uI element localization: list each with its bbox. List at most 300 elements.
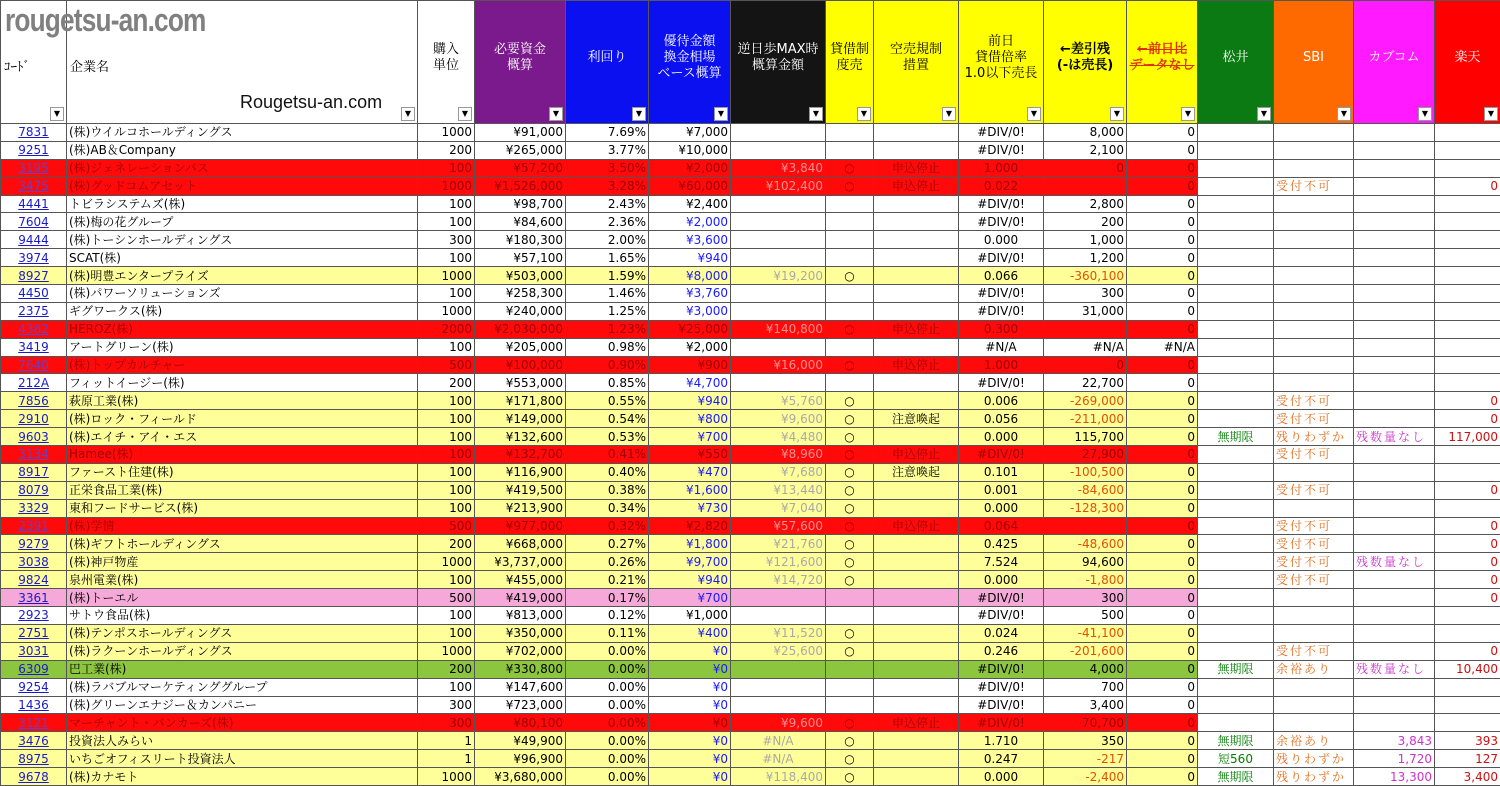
filter-dropdown-icon[interactable]: ▼ (549, 107, 563, 121)
column-header-label: 楽天 (1454, 50, 1481, 65)
cell-taishaku: ○ (826, 553, 874, 571)
cell-benefit: ¥1,000 (649, 607, 731, 625)
cell-capital: ¥149,000 (475, 410, 566, 428)
cell-sbi (1274, 356, 1354, 374)
cell-kabu (1354, 714, 1435, 732)
filter-dropdown-icon[interactable]: ▼ (50, 107, 64, 121)
cell-karauri: 申込停止 (874, 714, 959, 732)
cell-prev: 0 (1127, 195, 1198, 213)
cell-name: (株)ラクーンホールディングス (67, 642, 418, 660)
cell-ratio: #DIV/0! (959, 285, 1044, 303)
filter-dropdown-icon[interactable]: ▼ (942, 107, 956, 121)
column-header-label: 貸借制 度売 (829, 42, 869, 73)
column-header-label: 購入 単位 (432, 42, 459, 73)
cell-code[interactable]: 7831 (1, 124, 67, 142)
cell-karauri (874, 285, 959, 303)
cell-code[interactable]: 3121 (1, 714, 67, 732)
cell-karauri (874, 696, 959, 714)
cell-benefit: ¥700 (649, 589, 731, 607)
cell-code[interactable]: 8917 (1, 463, 67, 481)
cell-name: (株)ギフトホールディングス (67, 535, 418, 553)
cell-benefit: ¥2,400 (649, 195, 731, 213)
cell-ratio: 0.024 (959, 624, 1044, 642)
cell-sbi (1274, 141, 1354, 159)
cell-maxcost (731, 696, 826, 714)
cell-capital: ¥265,000 (475, 141, 566, 159)
table-row (1, 696, 1500, 714)
cell-matsui (1198, 302, 1274, 320)
cell-prev: 0 (1127, 231, 1198, 249)
cell-rakuten (1435, 320, 1500, 338)
cell-name: (株)テンポスホールディングス (67, 624, 418, 642)
cell-kabu (1354, 249, 1435, 267)
table-row (1, 732, 1500, 750)
column-header-unit (418, 1, 475, 124)
cell-zan: -269,000 (1044, 392, 1127, 410)
cell-sbi (1274, 338, 1354, 356)
cell-prev: 0 (1127, 356, 1198, 374)
cell-unit: 100 (418, 481, 475, 499)
table-row (1, 714, 1500, 732)
cell-karauri: 申込停止 (874, 320, 959, 338)
cell-name: (株)エイチ・アイ・エス (67, 428, 418, 446)
cell-prev: 0 (1127, 624, 1198, 642)
cell-code[interactable]: 9251 (1, 141, 67, 159)
cell-sbi: 余裕あり (1274, 660, 1354, 678)
cell-kabu (1354, 696, 1435, 714)
cell-yield: 1.65% (566, 249, 649, 267)
cell-benefit: ¥940 (649, 571, 731, 589)
cell-name: SCAT(株) (67, 249, 418, 267)
cell-unit: 100 (418, 195, 475, 213)
cell-taishaku (826, 249, 874, 267)
column-header-label: 優待金額 換金相場 ベース概算 (657, 34, 722, 81)
cell-karauri (874, 732, 959, 750)
cell-taishaku: ○ (826, 410, 874, 428)
cell-capital: ¥132,700 (475, 446, 566, 464)
cell-karauri: 申込停止 (874, 159, 959, 177)
cell-capital: ¥419,500 (475, 481, 566, 499)
cell-unit: 100 (418, 392, 475, 410)
cell-taishaku: ○ (826, 481, 874, 499)
cell-code[interactable]: 2391 (1, 517, 67, 535)
cell-unit: 100 (418, 338, 475, 356)
table-row (1, 177, 1500, 195)
cell-unit: 100 (418, 285, 475, 303)
cell-code[interactable]: 2751 (1, 624, 67, 642)
cell-ratio: #DIV/0! (959, 660, 1044, 678)
cell-code[interactable]: 4450 (1, 285, 67, 303)
filter-dropdown-icon[interactable]: ▼ (632, 107, 646, 121)
table-row (1, 768, 1500, 786)
cell-ratio: 0.425 (959, 535, 1044, 553)
cell-unit: 2000 (418, 320, 475, 338)
table-row (1, 267, 1500, 285)
cell-unit: 500 (418, 589, 475, 607)
filter-dropdown-icon[interactable]: ▼ (714, 107, 728, 121)
cell-benefit: ¥9,700 (649, 553, 731, 571)
cell-ratio: #DIV/0! (959, 213, 1044, 231)
cell-name: (株)ウイルコホールディングス (67, 124, 418, 142)
cell-benefit: ¥400 (649, 624, 731, 642)
cell-yield: 0.32% (566, 517, 649, 535)
cell-karauri (874, 642, 959, 660)
cell-yield: 0.98% (566, 338, 649, 356)
cell-karauri (874, 338, 959, 356)
cell-maxcost (731, 660, 826, 678)
cell-benefit: ¥0 (649, 660, 731, 678)
cell-yield: 0.00% (566, 750, 649, 768)
cell-prev: 0 (1127, 446, 1198, 464)
cell-ratio: #DIV/0! (959, 249, 1044, 267)
table-row (1, 517, 1500, 535)
cell-code[interactable]: 3361 (1, 589, 67, 607)
cell-sbi (1274, 231, 1354, 249)
cell-matsui: 無期限 (1198, 768, 1274, 786)
cell-kabu (1354, 642, 1435, 660)
cell-yield: 0.00% (566, 732, 649, 750)
cell-maxcost: ¥21,760 (731, 535, 826, 553)
cell-maxcost: ¥7,680 (731, 463, 826, 481)
cell-karauri (874, 428, 959, 446)
cell-capital: ¥977,000 (475, 517, 566, 535)
cell-code[interactable]: 9603 (1, 428, 67, 446)
cell-matsui (1198, 410, 1274, 428)
cell-code[interactable]: 4441 (1, 195, 67, 213)
cell-code[interactable]: 2910 (1, 410, 67, 428)
cell-yield: 2.00% (566, 231, 649, 249)
column-header-yield (566, 1, 649, 124)
cell-prev: 0 (1127, 285, 1198, 303)
filter-dropdown-icon[interactable]: ▼ (1418, 107, 1432, 121)
cell-matsui (1198, 571, 1274, 589)
cell-prev: 0 (1127, 768, 1198, 786)
cell-maxcost (731, 141, 826, 159)
cell-rakuten (1435, 696, 1500, 714)
filter-dropdown-icon[interactable]: ▼ (1110, 107, 1124, 121)
cell-matsui (1198, 285, 1274, 303)
cell-rakuten (1435, 607, 1500, 625)
filter-dropdown-icon[interactable]: ▼ (809, 107, 823, 121)
cell-taishaku (826, 338, 874, 356)
cell-sbi (1274, 267, 1354, 285)
cell-sbi (1274, 195, 1354, 213)
cell-code[interactable]: 9254 (1, 678, 67, 696)
cell-maxcost (731, 589, 826, 607)
cell-maxcost: ¥14,720 (731, 571, 826, 589)
cell-taishaku: ○ (826, 642, 874, 660)
cell-karauri (874, 481, 959, 499)
cell-zan: -100,500 (1044, 463, 1127, 481)
cell-benefit: ¥0 (649, 642, 731, 660)
cell-matsui (1198, 159, 1274, 177)
cell-unit: 300 (418, 696, 475, 714)
cell-unit: 1 (418, 750, 475, 768)
cell-rakuten: 0 (1435, 481, 1500, 499)
cell-prev: 0 (1127, 517, 1198, 535)
table-row (1, 124, 1500, 142)
cell-matsui (1198, 535, 1274, 553)
table-row (1, 660, 1500, 678)
cell-matsui (1198, 607, 1274, 625)
cell-name: トビラシステムズ(株) (67, 195, 418, 213)
cell-code[interactable]: 9444 (1, 231, 67, 249)
cell-maxcost: ¥16,000 (731, 356, 826, 374)
cell-prev: 0 (1127, 463, 1198, 481)
cell-rakuten (1435, 124, 1500, 142)
cell-benefit: ¥25,000 (649, 320, 731, 338)
cell-code[interactable]: 9824 (1, 571, 67, 589)
cell-ratio: 0.066 (959, 267, 1044, 285)
filter-dropdown-icon[interactable]: ▼ (1181, 107, 1195, 121)
cell-karauri (874, 571, 959, 589)
cell-name: ギグワークス(株) (67, 302, 418, 320)
cell-yield: 0.27% (566, 535, 649, 553)
cell-rakuten (1435, 159, 1500, 177)
header-row (1, 1, 1500, 124)
cell-benefit: ¥550 (649, 446, 731, 464)
cell-prev: 0 (1127, 249, 1198, 267)
cell-zan: -128,300 (1044, 499, 1127, 517)
cell-code[interactable]: 1436 (1, 696, 67, 714)
cell-rakuten: 0 (1435, 517, 1500, 535)
cell-zan: 2,100 (1044, 141, 1127, 159)
cell-matsui: 無期限 (1198, 732, 1274, 750)
cell-code[interactable]: 7856 (1, 392, 67, 410)
cell-sbi (1274, 374, 1354, 392)
filter-dropdown-icon[interactable]: ▼ (1257, 107, 1271, 121)
cell-code[interactable]: 3038 (1, 553, 67, 571)
cell-benefit: ¥940 (649, 249, 731, 267)
cell-rakuten: 0 (1435, 553, 1500, 571)
cell-yield: 0.00% (566, 660, 649, 678)
cell-code[interactable]: 3134 (1, 446, 67, 464)
filter-dropdown-icon[interactable]: ▼ (458, 107, 472, 121)
cell-prev: 0 (1127, 571, 1198, 589)
filter-dropdown-icon[interactable]: ▼ (857, 107, 871, 121)
cell-kabu (1354, 499, 1435, 517)
cell-ratio: 1.000 (959, 159, 1044, 177)
cell-name: いちごオフィスリート投資法人 (67, 750, 418, 768)
cell-taishaku: ○ (826, 750, 874, 768)
cell-maxcost: ¥140,800 (731, 320, 826, 338)
filter-dropdown-icon[interactable]: ▼ (401, 107, 415, 121)
cell-maxcost: ¥118,400 (731, 768, 826, 786)
cell-benefit: ¥2,820 (649, 517, 731, 535)
cell-taishaku: ○ (826, 392, 874, 410)
cell-ratio: 0.246 (959, 642, 1044, 660)
cell-unit: 200 (418, 141, 475, 159)
cell-capital: ¥100,000 (475, 356, 566, 374)
cell-unit: 100 (418, 624, 475, 642)
cell-code[interactable]: 4382 (1, 320, 67, 338)
cell-taishaku: ○ (826, 714, 874, 732)
cell-matsui (1198, 463, 1274, 481)
cell-matsui (1198, 678, 1274, 696)
cell-zan: 2,800 (1044, 195, 1127, 213)
cell-matsui (1198, 124, 1274, 142)
column-header-label: 逆日歩MAX時 概算金額 (737, 42, 819, 73)
cell-taishaku (826, 607, 874, 625)
cell-name: サトウ食品(株) (67, 607, 418, 625)
cell-unit: 1000 (418, 267, 475, 285)
cell-maxcost (731, 374, 826, 392)
cell-kabu: 残数量なし (1354, 553, 1435, 571)
cell-name: (株)明豊エンタープライズ (67, 267, 418, 285)
cell-maxcost: ¥4,480 (731, 428, 826, 446)
cell-capital: ¥330,800 (475, 660, 566, 678)
cell-yield: 0.34% (566, 499, 649, 517)
cell-yield: 1.25% (566, 302, 649, 320)
cell-kabu (1354, 141, 1435, 159)
cell-benefit: ¥0 (649, 714, 731, 732)
table-row (1, 481, 1500, 499)
cell-code[interactable]: 9279 (1, 535, 67, 553)
cell-prev: 0 (1127, 481, 1198, 499)
cell-name: 萩原工業(株) (67, 392, 418, 410)
cell-yield: 0.55% (566, 392, 649, 410)
cell-code[interactable]: 3419 (1, 338, 67, 356)
cell-rakuten: 127 (1435, 750, 1500, 768)
cell-ratio: #DIV/0! (959, 446, 1044, 464)
cell-rakuten (1435, 338, 1500, 356)
cell-kabu (1354, 607, 1435, 625)
cell-kabu (1354, 267, 1435, 285)
cell-zan (1044, 517, 1127, 535)
filter-dropdown-icon[interactable]: ▼ (1484, 107, 1498, 121)
cell-ratio: #N/A (959, 338, 1044, 356)
cell-code[interactable]: 212A (1, 374, 67, 392)
column-header-label: 必要資金 概算 (493, 42, 546, 73)
cell-ratio: #DIV/0! (959, 195, 1044, 213)
cell-code[interactable]: 3195 (1, 159, 67, 177)
cell-rakuten: 3,400 (1435, 768, 1500, 786)
column-header-label: カブコム (1368, 50, 1420, 65)
table-row (1, 624, 1500, 642)
cell-unit: 1000 (418, 124, 475, 142)
cell-maxcost: ¥11,520 (731, 624, 826, 642)
cell-yield: 0.12% (566, 607, 649, 625)
table-row (1, 213, 1500, 231)
cell-unit: 300 (418, 231, 475, 249)
cell-yield: 0.40% (566, 463, 649, 481)
cell-prev: 0 (1127, 607, 1198, 625)
cell-name: (株)トップカルチャー (67, 356, 418, 374)
cell-maxcost: ¥7,040 (731, 499, 826, 517)
cell-code[interactable]: 8975 (1, 750, 67, 768)
cell-ratio: 0.000 (959, 571, 1044, 589)
cell-karauri: 申込停止 (874, 517, 959, 535)
column-header-label: 松井 (1222, 50, 1249, 65)
cell-kabu (1354, 195, 1435, 213)
cell-rakuten: 0 (1435, 535, 1500, 553)
column-header-rakuten (1435, 1, 1500, 124)
cell-capital: ¥702,000 (475, 642, 566, 660)
cell-code[interactable]: 2375 (1, 302, 67, 320)
cell-sbi (1274, 213, 1354, 231)
table-body (1, 124, 1500, 786)
cell-sbi (1274, 696, 1354, 714)
cell-capital: ¥3,737,000 (475, 553, 566, 571)
cell-code[interactable]: 2923 (1, 607, 67, 625)
cell-karauri: 注意喚起 (874, 410, 959, 428)
cell-kabu: 残数量なし (1354, 428, 1435, 446)
cell-capital: ¥419,000 (475, 589, 566, 607)
cell-unit: 1000 (418, 302, 475, 320)
cell-code[interactable]: 6309 (1, 660, 67, 678)
filter-dropdown-icon[interactable]: ▼ (1337, 107, 1351, 121)
cell-unit: 1 (418, 732, 475, 750)
cell-code[interactable]: 9678 (1, 768, 67, 786)
cell-ratio: #DIV/0! (959, 374, 1044, 392)
cell-benefit: ¥800 (649, 410, 731, 428)
column-header-label: 空売規制 措置 (889, 42, 942, 73)
cell-capital: ¥57,100 (475, 249, 566, 267)
cell-maxcost (731, 285, 826, 303)
cell-maxcost (731, 249, 826, 267)
cell-taishaku: ○ (826, 320, 874, 338)
cell-benefit: ¥3,000 (649, 302, 731, 320)
column-header-taishaku (826, 1, 874, 124)
cell-taishaku (826, 678, 874, 696)
cell-unit: 100 (418, 499, 475, 517)
cell-kabu (1354, 535, 1435, 553)
cell-taishaku: ○ (826, 768, 874, 786)
cell-code[interactable]: 8927 (1, 267, 67, 285)
watermark-logo-bottom: Rougetsu-an.com (240, 92, 383, 112)
cell-zan: -201,600 (1044, 642, 1127, 660)
cell-taishaku: ○ (826, 571, 874, 589)
cell-rakuten (1435, 249, 1500, 267)
cell-name: マーチャント・バンカーズ(株) (67, 714, 418, 732)
cell-sbi: 受付不可 (1274, 410, 1354, 428)
cell-code[interactable]: 3475 (1, 177, 67, 195)
cell-code[interactable]: 8079 (1, 481, 67, 499)
column-header-zan (1044, 1, 1127, 124)
cell-karauri (874, 195, 959, 213)
table-row (1, 607, 1500, 625)
cell-maxcost: ¥9,600 (731, 714, 826, 732)
cell-capital: ¥1,526,000 (475, 177, 566, 195)
cell-capital: ¥147,600 (475, 678, 566, 696)
cell-code[interactable]: 3974 (1, 249, 67, 267)
cell-prev: 0 (1127, 553, 1198, 571)
cell-benefit: ¥0 (649, 678, 731, 696)
cell-zan: 22,700 (1044, 374, 1127, 392)
table-row (1, 428, 1500, 446)
cell-yield: 1.23% (566, 320, 649, 338)
cell-zan: 70,700 (1044, 714, 1127, 732)
cell-code[interactable]: 3031 (1, 642, 67, 660)
cell-sbi: 受付不可 (1274, 481, 1354, 499)
cell-yield: 2.43% (566, 195, 649, 213)
cell-karauri (874, 213, 959, 231)
cell-karauri (874, 267, 959, 285)
cell-code[interactable]: 3329 (1, 499, 67, 517)
filter-dropdown-icon[interactable]: ▼ (1027, 107, 1041, 121)
cell-rakuten: 0 (1435, 589, 1500, 607)
cell-rakuten (1435, 141, 1500, 159)
cell-code[interactable]: 7640 (1, 356, 67, 374)
cell-zan: -217 (1044, 750, 1127, 768)
cell-capital: ¥98,700 (475, 195, 566, 213)
cell-prev: 0 (1127, 374, 1198, 392)
cell-code[interactable]: 3476 (1, 732, 67, 750)
cell-ratio: 0.300 (959, 320, 1044, 338)
cell-code[interactable]: 7604 (1, 213, 67, 231)
cell-benefit: ¥470 (649, 463, 731, 481)
cell-zan: 27,900 (1044, 446, 1127, 464)
